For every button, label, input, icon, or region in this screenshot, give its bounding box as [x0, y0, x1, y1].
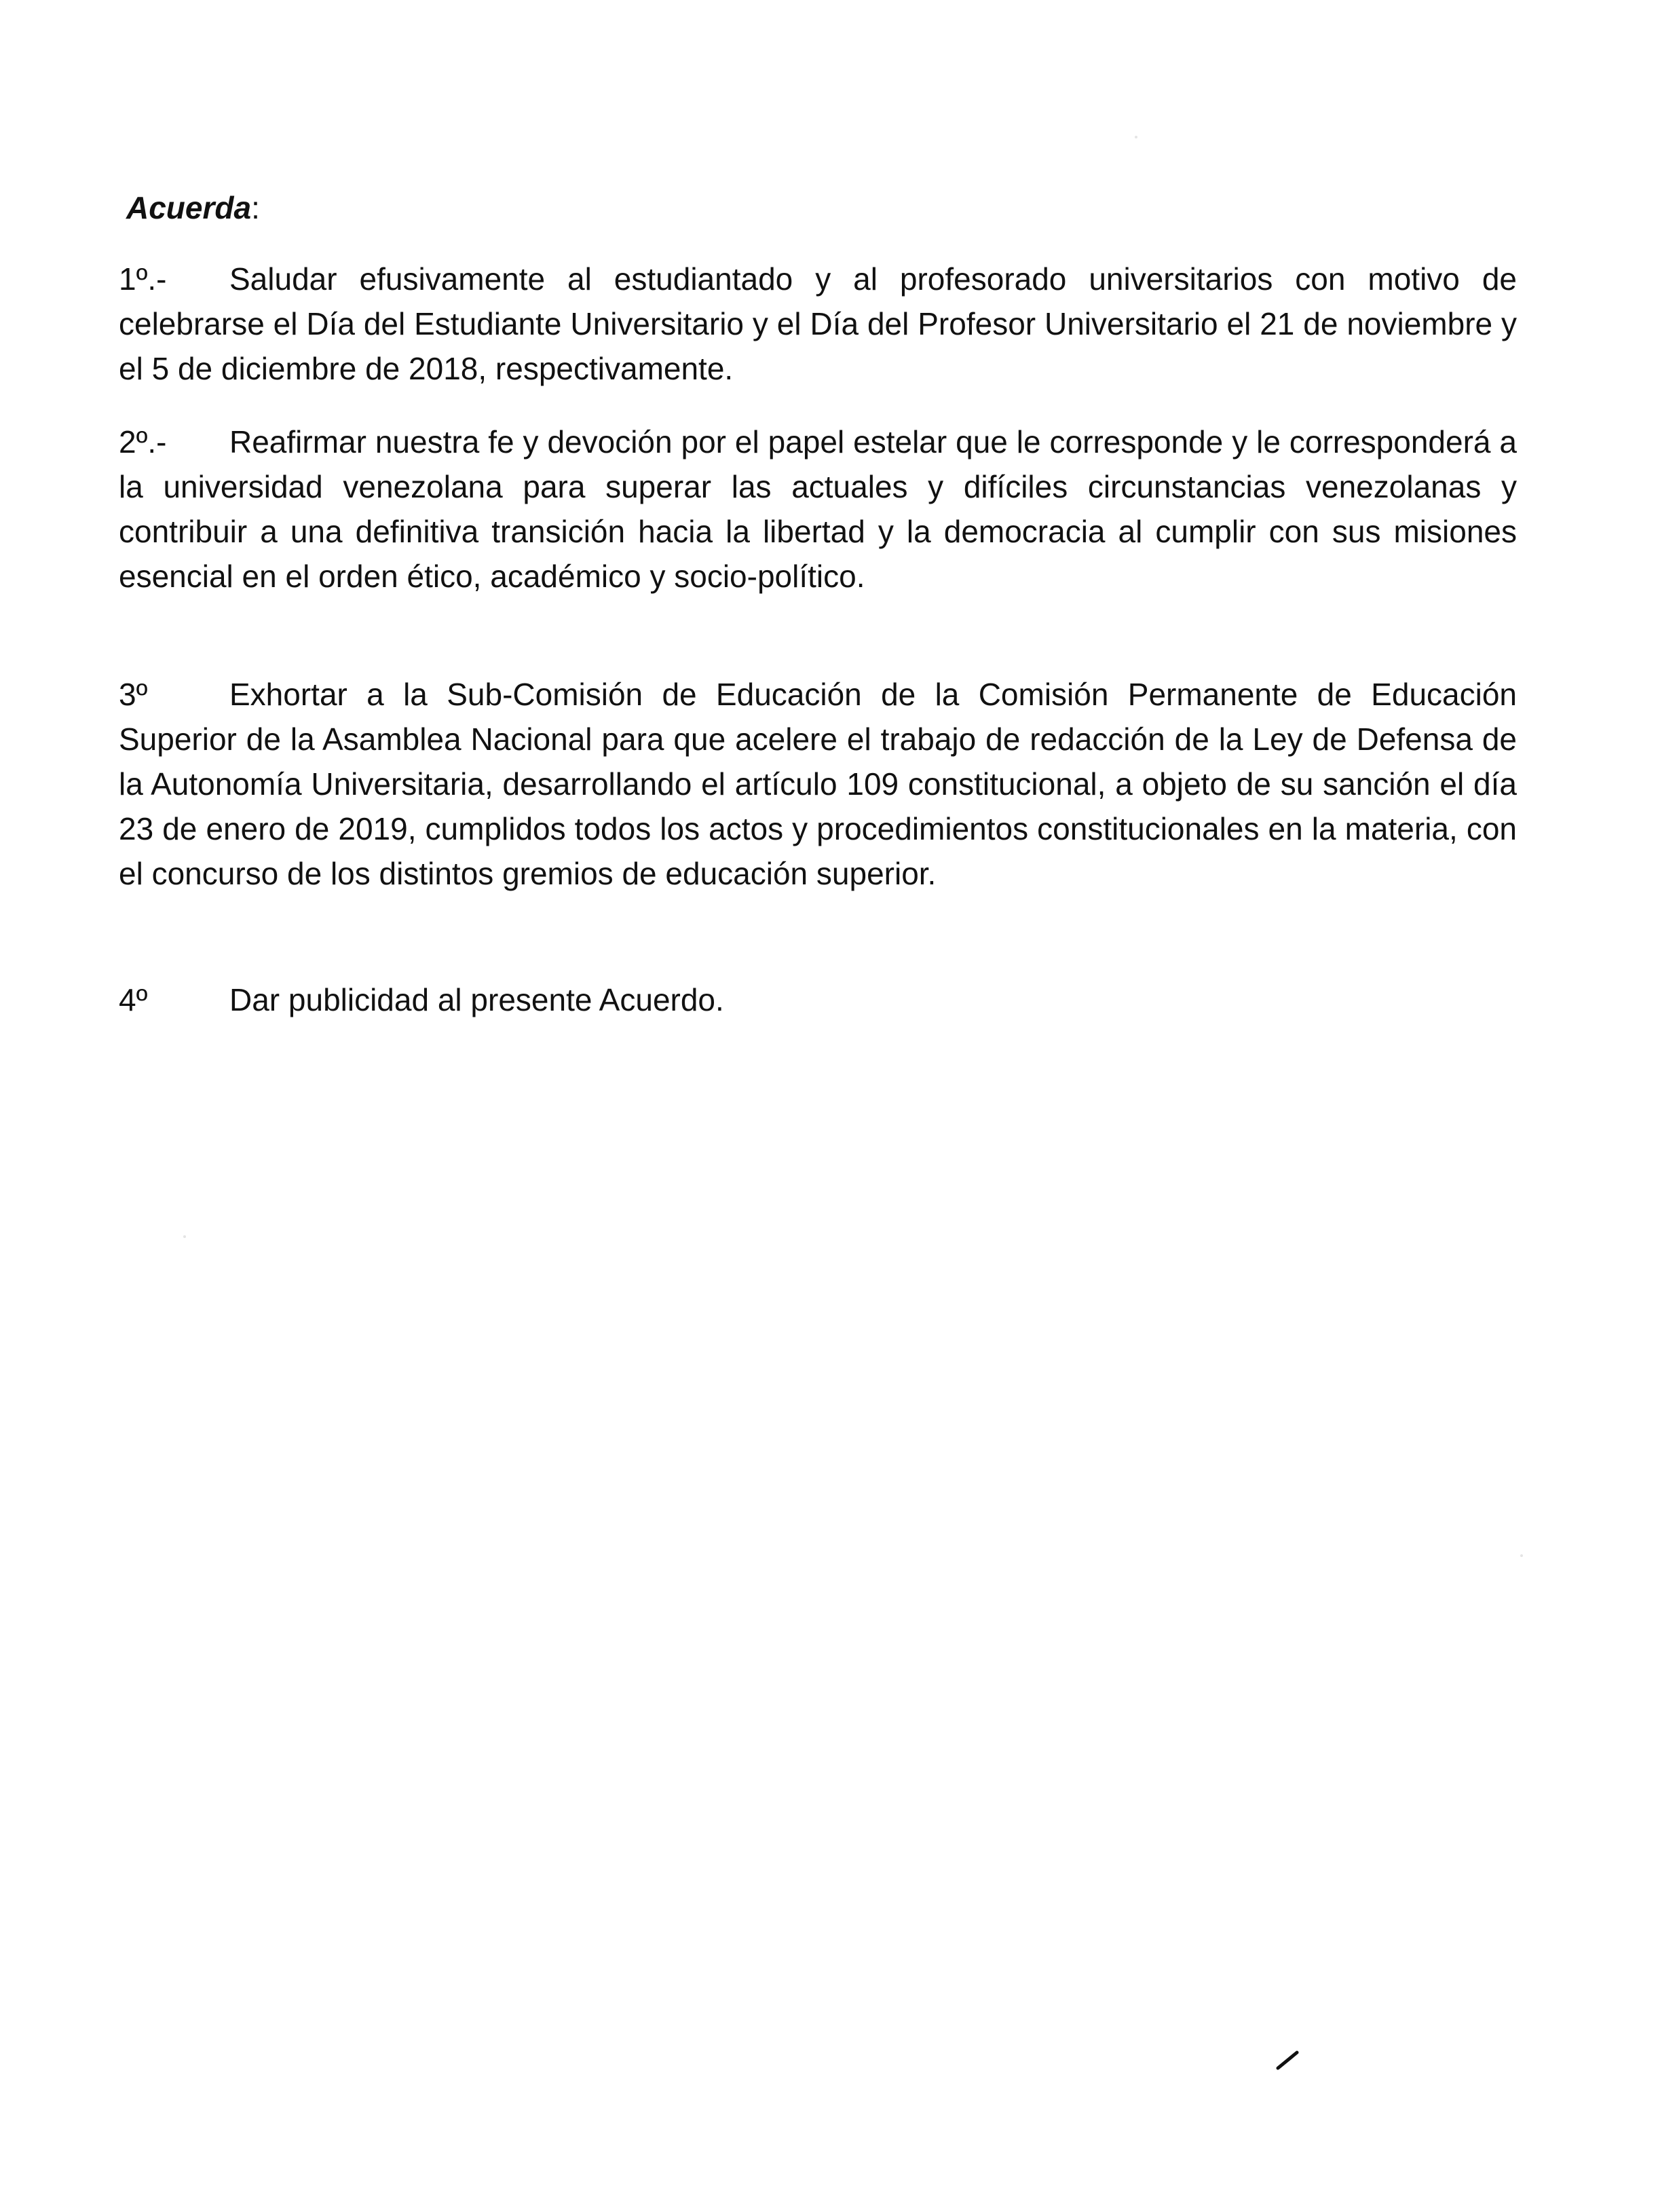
clause-text: Dar publicidad al presente Acuerdo. — [229, 982, 724, 1017]
heading-word: Acuerda — [126, 190, 252, 225]
clause-number: 3º — [119, 677, 148, 712]
clause-text: Reafirmar nuestra fe y devoción por el papel estelar que le corresponde y le corresponderá a la universidad venezolana para superar las actuales y difíciles circunstancias venezolanas y contribuir a una definitiva transición hacia la libertad y la democracia al cumplir con sus misiones esencial en el orden ético, académico y socio-político. — [119, 424, 1517, 594]
clause-2 — [119, 419, 1517, 599]
pen-mark — [1276, 2050, 1299, 2070]
clause-text: Exhortar a la Sub-Comisión de Educación de la Comisión Permanente de Educación Superior de la Asamblea Nacional para que acelere el trabajo de redacción de la Ley de Defensa de la Autonomía Universitaria, desarrollando el artículo 109 constitucional, a objeto de su sanción el día 23 de enero de 2019, cumplidos todos los actos y procedimientos constitucionales en la materia, con el concurso de los distintos gremios de educación superior. — [119, 677, 1517, 891]
scan-speck — [183, 1235, 186, 1238]
scan-speck — [1520, 1554, 1523, 1557]
heading-colon: : — [251, 190, 260, 225]
clause-1 — [119, 257, 1517, 391]
clause-number: 2º.- — [119, 424, 167, 460]
heading — [126, 187, 260, 228]
clause-number: 1º.- — [119, 261, 167, 297]
scan-speck — [1135, 136, 1137, 138]
clause-4 — [119, 977, 1517, 1022]
clause-number: 4º — [119, 982, 148, 1017]
clause-text: Saludar efusivamente al estudiantado y al profesorado universitarios con motivo de celebrarse el Día del Estudiante Universitario y el Día del Profesor Universitario el 21 de noviembre y el 5 de diciembre de 2018, respectivamente. — [119, 261, 1517, 386]
clause-3 — [119, 672, 1517, 896]
